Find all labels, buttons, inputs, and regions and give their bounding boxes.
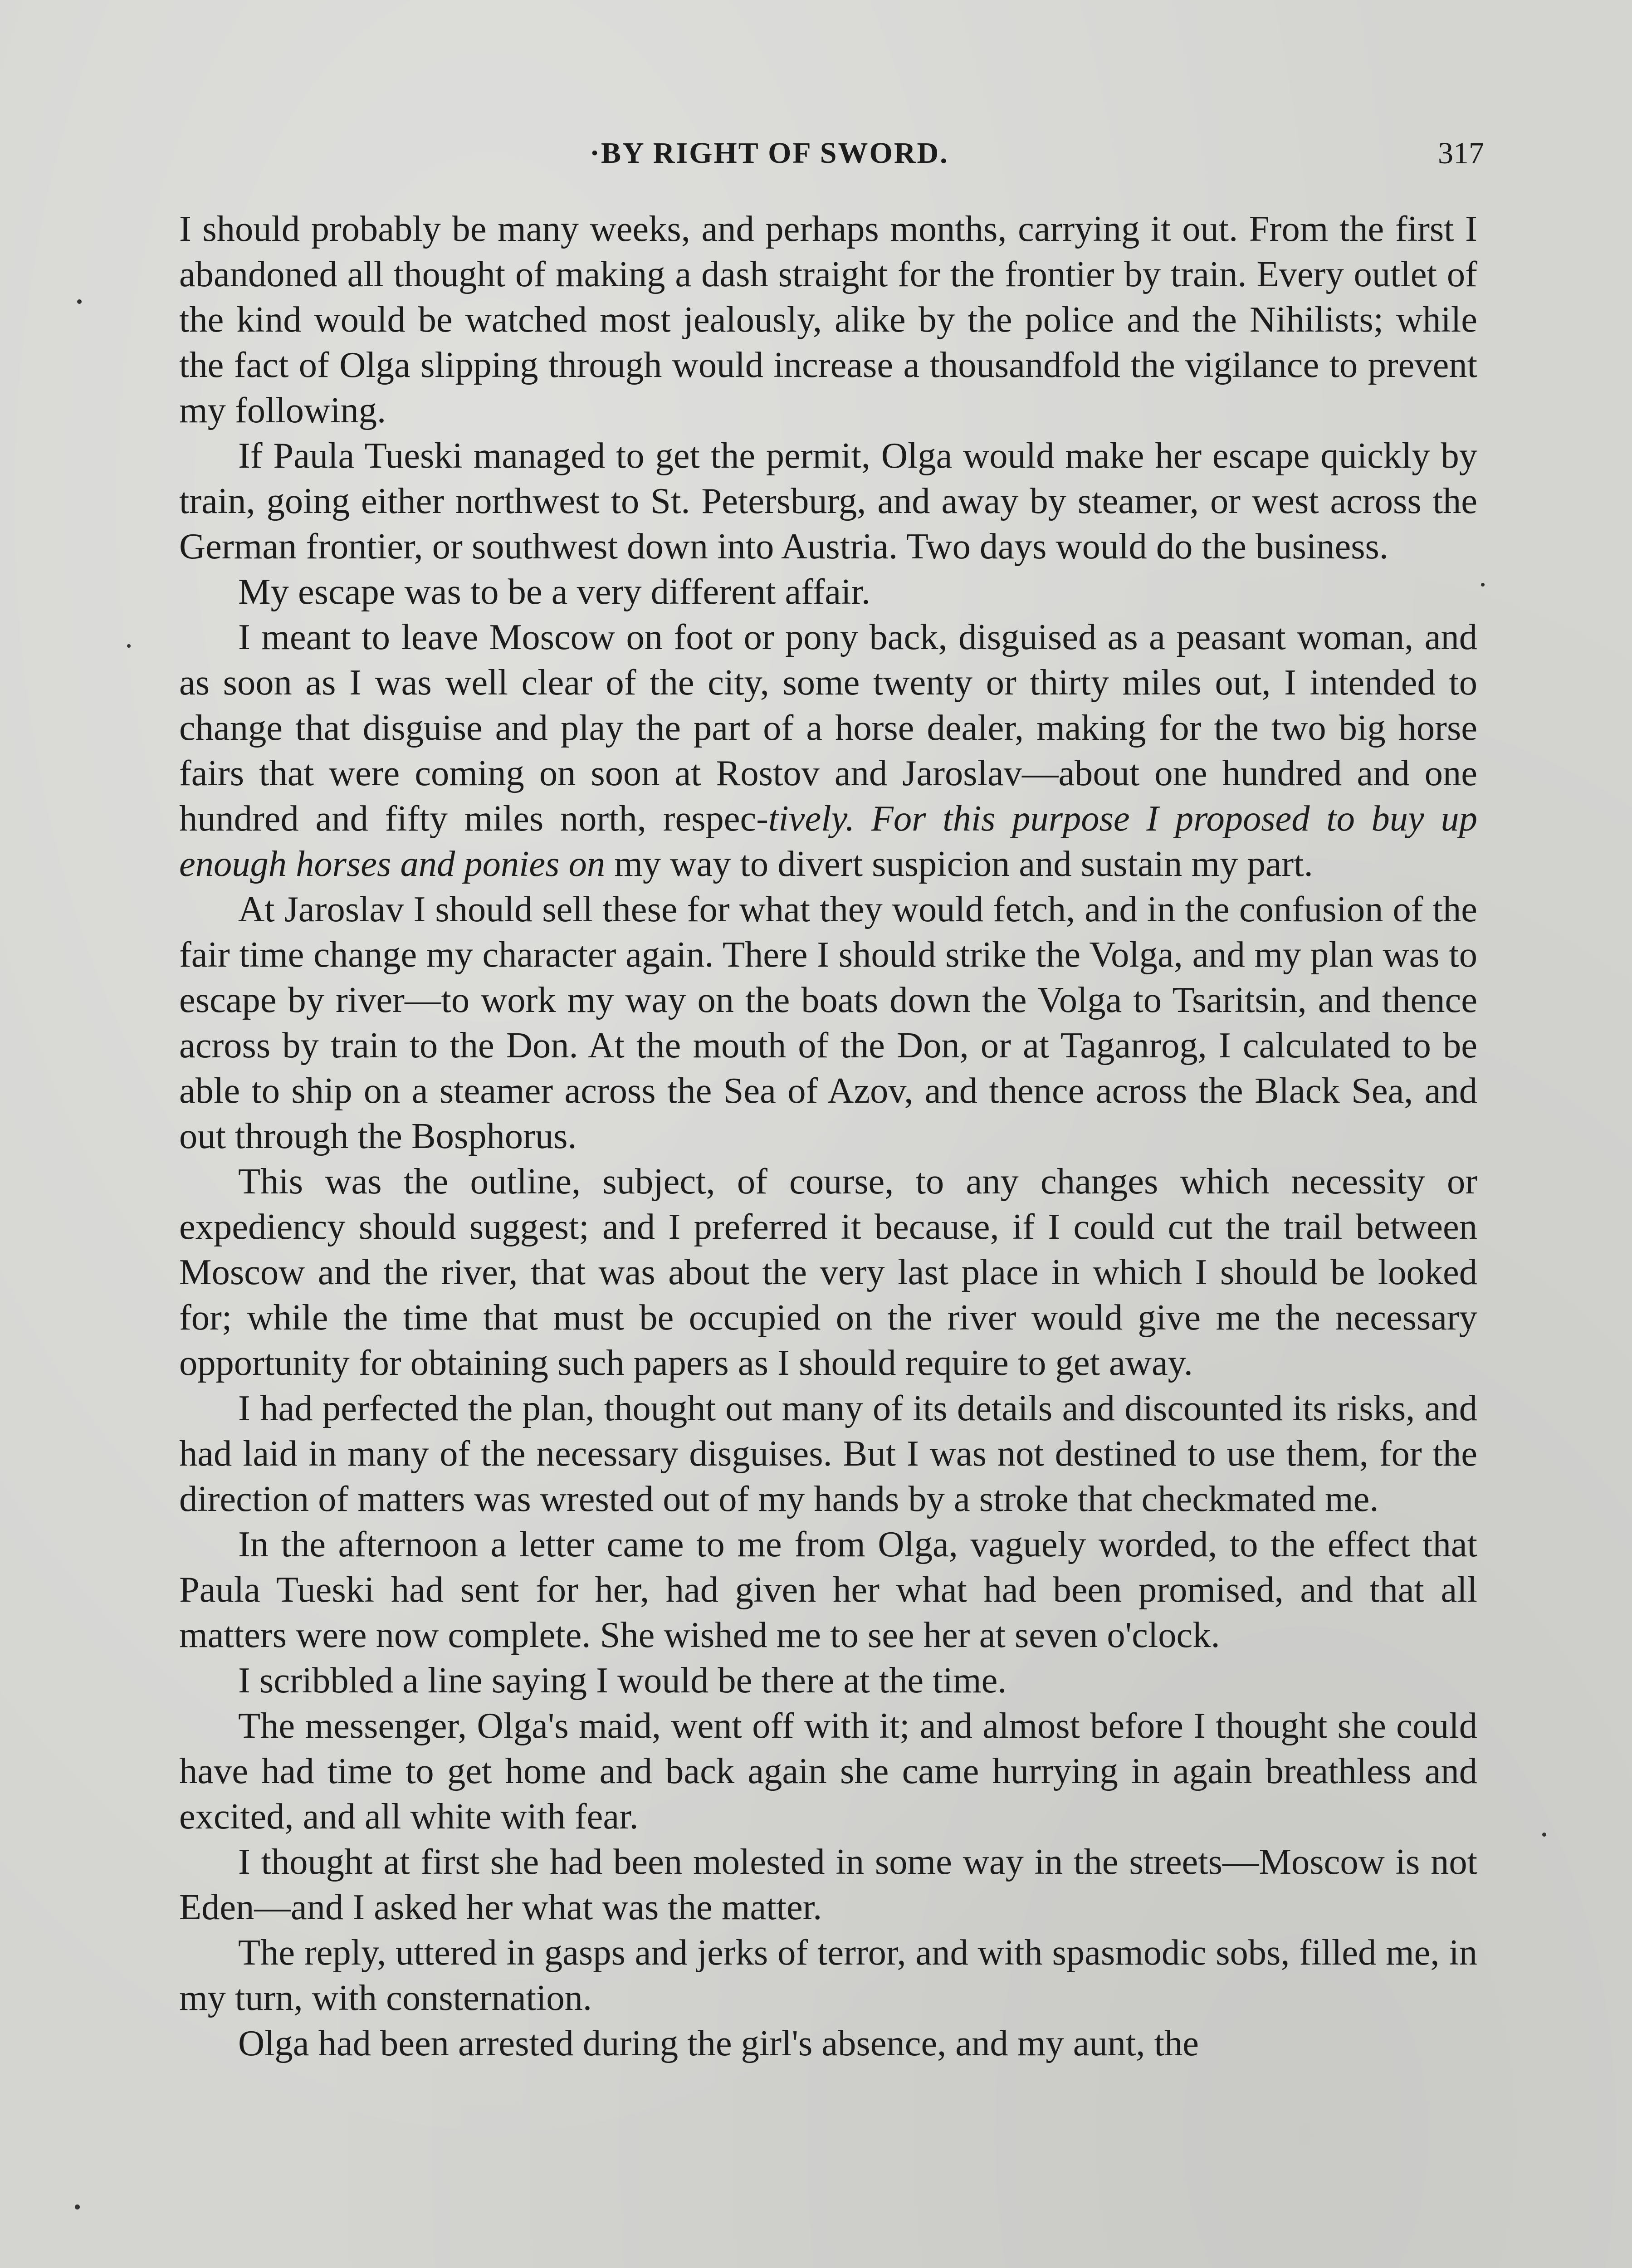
paragraph-text: This was the outline, subject, of course, to any changes which necessity or expediency should suggest; and I preferred it because, if I could cut the trail between Moscow and the river, that was about the very last place in which I should be looked for; while the time that must be occupied on the river would give me the necessary opportunity for obtaining such papers as I should require to get away.: [179, 1161, 1477, 1383]
paragraph-text: my way to divert suspicion and sustain my part.: [605, 844, 1313, 884]
page-number: 317: [1438, 136, 1484, 170]
paragraph: [179, 1386, 1477, 1522]
paragraph-text: If Paula Tueski managed to get the permit, Olga would make her escape quickly by train, going either northwest to St. Petersburg, and away by steamer, or west across the German frontier, or southwest down into Austria. Two days would do the business.: [179, 435, 1477, 567]
paragraph-text: At Jaroslav I should sell these for what they would fetch, and in the confusion of the fair time change my character again. There I should strike the Volga, and my plan was to escape by river—to work my way on the boats down the Volga to Tsaritsin, and thence across by train to the Don. At the mouth of the Don, or at Taganrog, I calculated to be able to ship on a steamer across the Sea of Azov, and thence across the Black Sea, and out through the Bosphorus.: [179, 889, 1477, 1156]
paragraph: [179, 2021, 1477, 2066]
paragraph-text: The reply, uttered in gasps and jerks of terror, and with spasmodic sobs, filled me, in my turn, with consternation.: [179, 1932, 1477, 2018]
paragraph-text: I scribbled a line saying I would be there at the time.: [238, 1660, 1007, 1701]
paragraph-text: In the afternoon a letter came to me from Olga, vaguely worded, to the effect that Paula Tueski had sent for her, had given her what had been promised, and that all matters were now complete. She wished me to see her at seven o'clock.: [179, 1524, 1477, 1655]
paragraph-text: I meant to leave Moscow on foot or pony back, disguised as a peasant woman, and as soon as I was well clear of the city, some twenty or thirty miles out, I intended to change that disguise and play the part of a horse dealer, making for the two big horse fairs that were coming on soon at Rostov and Jaroslav—about one hundred and one hundred and fifty miles north, respec-: [179, 617, 1477, 839]
paragraph: [179, 1159, 1477, 1386]
print-speck: [1481, 583, 1485, 587]
print-speck: [1542, 1833, 1546, 1837]
paragraph-text: I thought at first she had been molested in some way in the streets—Moscow is not Eden—and I asked her what was the matter.: [179, 1842, 1477, 1927]
print-speck: [75, 2204, 80, 2209]
paragraph: [179, 569, 1477, 615]
paragraph: [179, 1658, 1477, 1703]
paragraph: [179, 1522, 1477, 1658]
paragraph: [179, 206, 1477, 433]
print-speck: [127, 644, 131, 648]
print-speck: [77, 299, 82, 304]
paragraph: [179, 433, 1477, 569]
running-title: ·BY RIGHT OF SWORD.: [590, 137, 949, 170]
paragraph: [179, 1703, 1477, 1839]
paragraph-text: My escape was to be a very different affair.: [238, 572, 871, 612]
body-text: [179, 206, 1477, 2066]
paragraph-text: I had perfected the plan, thought out many of its details and discounted its risks, and had laid in many of the necessary disguises. But I was not destined to use them, for the direction of matters was wrested out of my hands by a stroke that checkmated me.: [179, 1388, 1477, 1519]
paragraph: [179, 1839, 1477, 1930]
paragraph: [179, 1930, 1477, 2021]
paragraph-text: The messenger, Olga's maid, went off with it; and almost before I thought she could have had time to get home and back again she came hurrying in again breathless and excited, and all white with fear.: [179, 1706, 1477, 1837]
paragraph-text: Olga had been arrested during the girl's absence, and my aunt, the: [238, 2023, 1199, 2063]
paragraph: [179, 615, 1477, 887]
paragraph-text: I should probably be many weeks, and perhaps months, carrying it out. From the first I abandoned all thought of making a dash straight for the frontier by train. Every outlet of the kind would be watched most jealously, alike by the police and the Nihilists; while the fact of Olga slipping through would increase a thousandfold the vigilance to prevent my following.: [179, 209, 1477, 430]
paragraph: [179, 887, 1477, 1159]
italic-text: tively. For this purpose I proposed to buy up enough horses and ponies on: [179, 798, 1477, 884]
